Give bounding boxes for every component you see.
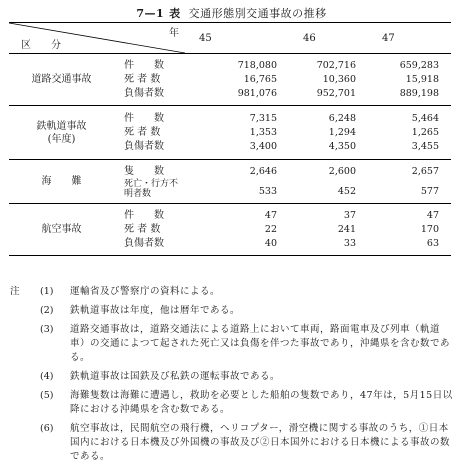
category-road: 道路交通事故 <box>9 54 114 106</box>
values-air-45: 47 22 40 <box>185 204 289 256</box>
values-air-46: 37 241 33 <box>289 204 368 256</box>
section-rail <box>9 106 451 160</box>
footnote-1: 注 (1) 運輸省及び警察庁の資料による。 <box>10 286 221 297</box>
values-air-47: 47 170 63 <box>368 204 451 256</box>
values-rail-47: 5,464 1,265 3,455 <box>368 106 451 160</box>
footnote-6: (6) 航空事故は，民間航空の飛行機，ヘリコプター，滑空機に関する事故のうち，①日本国内における日本機及び外国機の事故及び②日本国外における日本機による事故の数である。 <box>40 423 451 462</box>
footnote-3: (3) 道路交通事故は，道路交通法による道路上において車両，路面電車及び列車（軌道車）の交通によつて起された死亡又は負傷を伴つた事故であり，沖縄県を含む数である。 <box>40 324 451 363</box>
footnote-marker: 注 <box>10 286 20 297</box>
footnotes <box>10 285 455 469</box>
row-labels-road: 件 数 死 者 数 負傷者数 <box>114 54 185 106</box>
header-year-label: 年 <box>169 28 179 39</box>
year-header-45: 45 <box>185 23 289 54</box>
category-air: 航空事故 <box>9 204 114 256</box>
values-marine-47: 2,657 577 <box>368 160 451 204</box>
table-title <box>0 5 463 21</box>
row-labels-marine: 隻 数 死亡・行方不明者数 <box>114 160 185 204</box>
header-row <box>9 23 451 54</box>
header-category-label: 区 分 <box>21 40 66 51</box>
year-header-47: 47 <box>368 23 451 54</box>
table-title-text: 交通形態別交通事故の推移 <box>188 7 327 20</box>
category-rail: 鉄軌道事故 (年度) <box>9 106 114 160</box>
section-marine <box>9 160 451 204</box>
header-corner <box>9 23 185 54</box>
table-number: 7—1 <box>136 7 165 20</box>
table-label: 表 <box>169 7 181 20</box>
row-labels-air: 件 数 死 者 数 負傷者数 <box>114 204 185 256</box>
values-marine-45: 2,646 533 <box>185 160 289 204</box>
footnote-5: (5) 海難隻数は海難に遭遇し，救助を必要とした船舶の隻数であり，47年は，5月15日以降における沖縄県を含む数である。 <box>40 390 453 415</box>
values-road-45: 718,080 16,765 981,076 <box>185 54 289 106</box>
section-road <box>9 54 451 106</box>
values-road-47: 659,283 15,918 889,198 <box>368 54 451 106</box>
category-marine: 海 難 <box>9 160 114 204</box>
values-road-46: 702,716 10,360 952,701 <box>289 54 368 106</box>
accident-table <box>9 22 451 256</box>
values-rail-46: 6,248 1,294 4,350 <box>289 106 368 160</box>
section-air <box>9 204 451 256</box>
footnote-4: (4) 鉄軌道事故は国鉄及び私鉄の運転事故である。 <box>40 371 281 382</box>
footnote-2: (2) 鉄軌道事故は年度，他は暦年である。 <box>40 305 241 316</box>
row-labels-rail: 件 数 死 者 数 負傷者数 <box>114 106 185 160</box>
values-rail-45: 7,315 1,353 3,400 <box>185 106 289 160</box>
year-header-46: 46 <box>289 23 368 54</box>
values-marine-46: 2,600 452 <box>289 160 368 204</box>
